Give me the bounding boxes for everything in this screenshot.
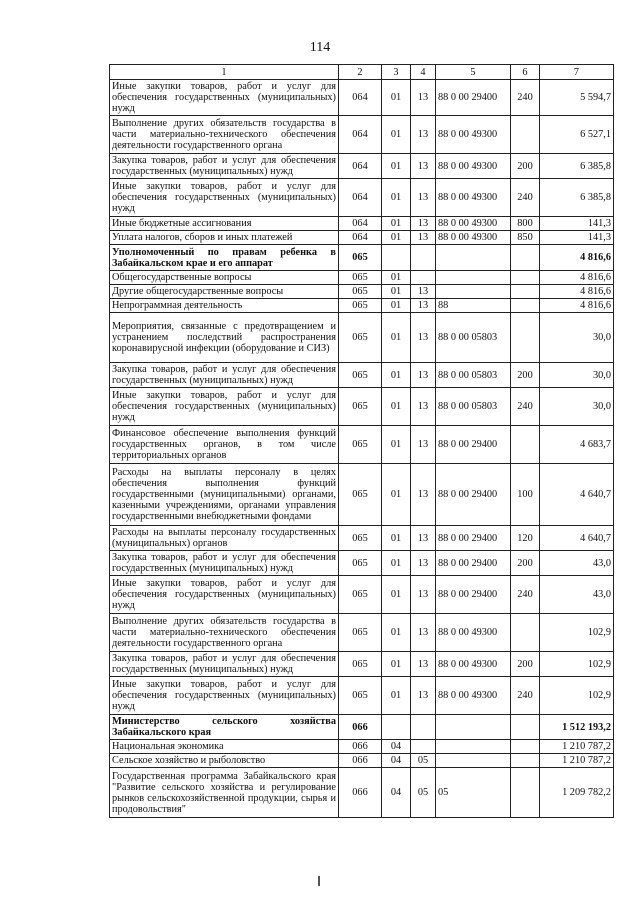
row-sum-cell: 43,0	[540, 551, 614, 576]
row-ved-cell: 066	[339, 768, 382, 818]
row-vr-cell: 240	[511, 576, 540, 614]
row-ved-cell: 065	[339, 426, 382, 464]
row-vr-cell: 240	[511, 388, 540, 426]
table-row	[110, 426, 614, 464]
row-vr-cell: 120	[511, 526, 540, 551]
table-row	[110, 754, 614, 768]
table-header-row	[110, 65, 614, 80]
row-vr-cell	[511, 313, 540, 363]
row-rz-cell: 01	[382, 154, 411, 179]
row-csr-cell: 88 0 00 05803	[436, 363, 511, 388]
row-name-cell: Уполномоченный по правам ребенка в Забайкальском крае и его аппарат	[110, 245, 339, 271]
row-name-cell: Общегосударственные вопросы	[110, 271, 339, 285]
row-csr-cell	[436, 271, 511, 285]
table-row	[110, 677, 614, 715]
row-name-cell: Иные закупки товаров, работ и услуг для обеспечения государственных (муниципальных) нужд	[110, 388, 339, 426]
row-rz-cell: 01	[382, 285, 411, 299]
row-name-cell: Закупка товаров, работ и услуг для обеспечения государственных (муниципальных) нужд	[110, 363, 339, 388]
row-csr-cell: 05	[436, 768, 511, 818]
row-csr-cell: 88 0 00 49300	[436, 231, 511, 245]
row-csr-cell: 88 0 00 05803	[436, 388, 511, 426]
row-csr-cell: 88 0 00 29400	[436, 426, 511, 464]
row-name-cell: Иные бюджетные ассигнования	[110, 217, 339, 231]
table-row	[110, 652, 614, 677]
row-csr-cell	[436, 285, 511, 299]
row-pr-cell: 13	[411, 576, 436, 614]
row-name-cell: Закупка товаров, работ и услуг для обеспечения государственных (муниципальных) нужд	[110, 154, 339, 179]
row-sum-cell: 6 527,1	[540, 116, 614, 154]
row-vr-cell: 200	[511, 363, 540, 388]
row-sum-cell: 102,9	[540, 614, 614, 652]
row-name-cell: Финансовое обеспечение выполнения функций государственных органов, в том числе территориальных органов	[110, 426, 339, 464]
row-pr-cell: 13	[411, 217, 436, 231]
row-ved-cell: 066	[339, 754, 382, 768]
row-csr-cell: 88	[436, 299, 511, 313]
row-ved-cell: 065	[339, 576, 382, 614]
row-rz-cell: 01	[382, 179, 411, 217]
table-row	[110, 576, 614, 614]
table-row	[110, 116, 614, 154]
table-row	[110, 614, 614, 652]
row-ved-cell: 064	[339, 179, 382, 217]
row-sum-cell: 1 209 782,2	[540, 768, 614, 818]
row-name-cell: Другие общегосударственные вопросы	[110, 285, 339, 299]
row-rz-cell: 01	[382, 614, 411, 652]
row-rz-cell: 01	[382, 388, 411, 426]
row-sum-cell: 1 512 193,2	[540, 715, 614, 740]
row-vr-cell: 800	[511, 217, 540, 231]
row-ved-cell: 065	[339, 245, 382, 271]
row-rz-cell: 01	[382, 363, 411, 388]
row-name-cell: Сельское хозяйство и рыболовство	[110, 754, 339, 768]
row-pr-cell: 13	[411, 677, 436, 715]
row-pr-cell: 13	[411, 154, 436, 179]
row-sum-cell: 4 816,6	[540, 285, 614, 299]
row-vr-cell: 240	[511, 80, 540, 116]
row-pr-cell: 13	[411, 231, 436, 245]
row-name-cell: Иные закупки товаров, работ и услуг для обеспечения государственных (муниципальных) нужд	[110, 179, 339, 217]
row-name-cell: Иные закупки товаров, работ и услуг для обеспечения государственных (муниципальных) нужд	[110, 677, 339, 715]
row-csr-cell: 88 0 00 29400	[436, 526, 511, 551]
row-csr-cell	[436, 245, 511, 271]
row-csr-cell: 88 0 00 49300	[436, 116, 511, 154]
row-ved-cell: 065	[339, 363, 382, 388]
row-sum-cell: 1 210 787,2	[540, 754, 614, 768]
row-csr-cell: 88 0 00 29400	[436, 576, 511, 614]
row-pr-cell	[411, 740, 436, 754]
row-sum-cell: 102,9	[540, 652, 614, 677]
row-vr-cell: 240	[511, 179, 540, 217]
row-ved-cell: 065	[339, 388, 382, 426]
row-rz-cell: 01	[382, 576, 411, 614]
row-name-cell: Закупка товаров, работ и услуг для обеспечения государственных (муниципальных) нужд	[110, 551, 339, 576]
row-sum-cell: 30,0	[540, 363, 614, 388]
row-ved-cell: 066	[339, 715, 382, 740]
row-pr-cell: 13	[411, 299, 436, 313]
table-row	[110, 271, 614, 285]
row-pr-cell: 13	[411, 179, 436, 217]
column-header: 6	[511, 65, 540, 80]
row-csr-cell: 88 0 00 29400	[436, 464, 511, 526]
row-vr-cell	[511, 715, 540, 740]
table-row	[110, 231, 614, 245]
row-pr-cell: 13	[411, 388, 436, 426]
table-row	[110, 154, 614, 179]
table-row	[110, 285, 614, 299]
row-csr-cell: 88 0 00 29400	[436, 80, 511, 116]
row-rz-cell: 01	[382, 464, 411, 526]
row-ved-cell: 066	[339, 740, 382, 754]
row-vr-cell: 200	[511, 652, 540, 677]
row-pr-cell: 13	[411, 80, 436, 116]
table-row	[110, 464, 614, 526]
row-ved-cell: 064	[339, 231, 382, 245]
table-row	[110, 363, 614, 388]
row-ved-cell: 065	[339, 313, 382, 363]
row-vr-cell	[511, 245, 540, 271]
row-csr-cell: 88 0 00 49300	[436, 677, 511, 715]
row-name-cell: Государственная программа Забайкальского края "Развитие сельского хозяйства и регулирование рынков сельскохозяйственной продукции, сырья и продовольствия"	[110, 768, 339, 818]
row-ved-cell: 065	[339, 285, 382, 299]
row-name-cell: Национальная экономика	[110, 740, 339, 754]
row-sum-cell: 4 816,6	[540, 245, 614, 271]
table-row	[110, 715, 614, 740]
row-rz-cell	[382, 715, 411, 740]
row-vr-cell: 100	[511, 464, 540, 526]
row-pr-cell: 13	[411, 614, 436, 652]
row-vr-cell: 200	[511, 154, 540, 179]
row-name-cell: Закупка товаров, работ и услуг для обеспечения государственных (муниципальных) нужд	[110, 652, 339, 677]
column-header: 7	[540, 65, 614, 80]
row-sum-cell: 1 210 787,2	[540, 740, 614, 754]
row-csr-cell: 88 0 00 49300	[436, 217, 511, 231]
row-sum-cell: 141,3	[540, 231, 614, 245]
row-csr-cell: 88 0 00 49300	[436, 652, 511, 677]
row-csr-cell	[436, 754, 511, 768]
row-pr-cell	[411, 271, 436, 285]
row-pr-cell: 13	[411, 426, 436, 464]
table-row	[110, 299, 614, 313]
row-sum-cell: 4 683,7	[540, 426, 614, 464]
row-rz-cell: 04	[382, 768, 411, 818]
row-csr-cell: 88 0 00 49300	[436, 154, 511, 179]
row-pr-cell: 13	[411, 285, 436, 299]
row-rz-cell: 01	[382, 313, 411, 363]
row-sum-cell: 4 816,6	[540, 299, 614, 313]
row-csr-cell: 88 0 00 29400	[436, 551, 511, 576]
row-rz-cell: 04	[382, 754, 411, 768]
row-sum-cell: 4 816,6	[540, 271, 614, 285]
column-header: 3	[382, 65, 411, 80]
row-name-cell: Расходы на выплаты персоналу государственных (муниципальных) органов	[110, 526, 339, 551]
table-row	[110, 388, 614, 426]
row-pr-cell: 13	[411, 363, 436, 388]
row-sum-cell: 6 385,8	[540, 154, 614, 179]
row-rz-cell: 01	[382, 526, 411, 551]
table-row	[110, 313, 614, 363]
row-vr-cell	[511, 768, 540, 818]
table-row	[110, 80, 614, 116]
row-ved-cell: 065	[339, 677, 382, 715]
row-rz-cell: 01	[382, 677, 411, 715]
row-vr-cell	[511, 285, 540, 299]
row-sum-cell: 30,0	[540, 313, 614, 363]
row-name-cell: Иные закупки товаров, работ и услуг для обеспечения государственных (муниципальных) нужд	[110, 80, 339, 116]
row-csr-cell	[436, 715, 511, 740]
table-body	[110, 80, 614, 818]
row-rz-cell: 01	[382, 426, 411, 464]
table-row	[110, 740, 614, 754]
row-ved-cell: 065	[339, 271, 382, 285]
row-vr-cell	[511, 426, 540, 464]
row-vr-cell	[511, 740, 540, 754]
table-row	[110, 179, 614, 217]
row-ved-cell: 065	[339, 614, 382, 652]
row-sum-cell: 5 594,7	[540, 80, 614, 116]
row-ved-cell: 064	[339, 217, 382, 231]
row-ved-cell: 065	[339, 464, 382, 526]
row-rz-cell	[382, 245, 411, 271]
row-name-cell: Выполнение других обязательств государства в части материально-технического обеспечения деятельности государственного органа	[110, 614, 339, 652]
row-sum-cell: 102,9	[540, 677, 614, 715]
row-csr-cell: 88 0 00 49300	[436, 179, 511, 217]
row-sum-cell: 43,0	[540, 576, 614, 614]
row-csr-cell: 88 0 00 05803	[436, 313, 511, 363]
row-vr-cell: 850	[511, 231, 540, 245]
row-name-cell: Иные закупки товаров, работ и услуг для обеспечения государственных (муниципальных) нужд	[110, 576, 339, 614]
row-sum-cell: 4 640,7	[540, 464, 614, 526]
row-vr-cell	[511, 299, 540, 313]
row-pr-cell	[411, 715, 436, 740]
row-vr-cell	[511, 271, 540, 285]
row-rz-cell: 01	[382, 271, 411, 285]
row-ved-cell: 065	[339, 551, 382, 576]
row-vr-cell	[511, 116, 540, 154]
row-vr-cell: 200	[511, 551, 540, 576]
row-rz-cell: 01	[382, 80, 411, 116]
row-pr-cell: 13	[411, 551, 436, 576]
row-rz-cell: 01	[382, 551, 411, 576]
row-pr-cell: 13	[411, 464, 436, 526]
row-pr-cell: 13	[411, 116, 436, 154]
row-sum-cell: 4 640,7	[540, 526, 614, 551]
row-rz-cell: 01	[382, 116, 411, 154]
table-row	[110, 526, 614, 551]
row-ved-cell: 065	[339, 526, 382, 551]
row-name-cell: Выполнение других обязательств государства в части материально-технического обеспечения деятельности государственного органа	[110, 116, 339, 154]
table-row	[110, 245, 614, 271]
row-ved-cell: 065	[339, 299, 382, 313]
row-pr-cell: 13	[411, 526, 436, 551]
row-name-cell: Министерство сельского хозяйства Забайкальского края	[110, 715, 339, 740]
row-name-cell: Непрограммная деятельность	[110, 299, 339, 313]
row-ved-cell: 064	[339, 154, 382, 179]
row-pr-cell: 05	[411, 768, 436, 818]
row-vr-cell	[511, 754, 540, 768]
row-name-cell: Мероприятия, связанные с предотвращением и устранением последствий распространения коронавирусной инфекции (оборудование и СИЗ)	[110, 313, 339, 363]
row-pr-cell	[411, 245, 436, 271]
table-row	[110, 551, 614, 576]
table-row	[110, 768, 614, 818]
row-rz-cell: 01	[382, 299, 411, 313]
row-rz-cell: 01	[382, 652, 411, 677]
row-csr-cell: 88 0 00 49300	[436, 614, 511, 652]
page-number: 114	[309, 40, 331, 55]
column-header: 5	[436, 65, 511, 80]
column-header: 2	[339, 65, 382, 80]
row-rz-cell: 01	[382, 217, 411, 231]
row-rz-cell: 01	[382, 231, 411, 245]
row-pr-cell: 05	[411, 754, 436, 768]
row-ved-cell: 064	[339, 116, 382, 154]
row-ved-cell: 064	[339, 80, 382, 116]
row-rz-cell: 04	[382, 740, 411, 754]
row-name-cell: Уплата налогов, сборов и иных платежей	[110, 231, 339, 245]
row-name-cell: Расходы на выплаты персоналу в целях обеспечения выполнения функций государственными (муниципальными) органами, казенными учреждениями, органами управления государственными внебюджетными фондами	[110, 464, 339, 526]
column-header: 4	[411, 65, 436, 80]
column-header: 1	[110, 65, 339, 80]
page-footer-mark	[318, 876, 320, 886]
table-row	[110, 217, 614, 231]
row-vr-cell: 240	[511, 677, 540, 715]
row-sum-cell: 6 385,8	[540, 179, 614, 217]
row-csr-cell	[436, 740, 511, 754]
row-ved-cell: 065	[339, 652, 382, 677]
row-sum-cell: 141,3	[540, 217, 614, 231]
row-pr-cell: 13	[411, 313, 436, 363]
row-pr-cell: 13	[411, 652, 436, 677]
row-sum-cell: 30,0	[540, 388, 614, 426]
row-vr-cell	[511, 614, 540, 652]
budget-table	[109, 64, 614, 818]
